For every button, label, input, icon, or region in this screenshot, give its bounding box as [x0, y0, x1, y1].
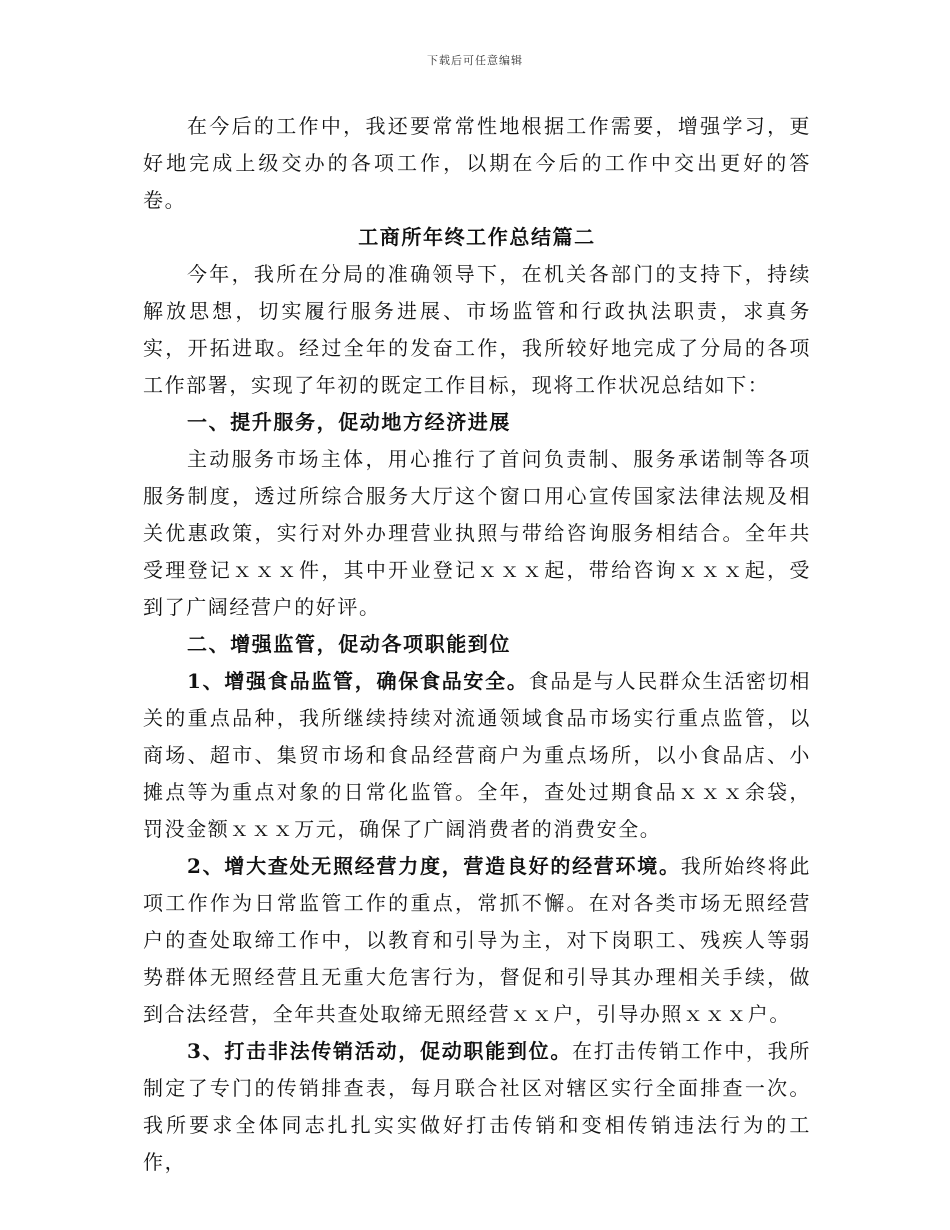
item-3-lead: 3、打击非法传销活动，促动职能到位。: [187, 1039, 573, 1063]
item-2-lead: 2、增大查处无照经营力度，营造良好的经营环境。: [187, 854, 681, 878]
section-2-heading: 二、增强监管，促动各项职能到位: [187, 632, 511, 656]
opening-paragraph: 今年，我所在分局的准确领导下，在机关各部门的支持下，持续解放思想，切实履行服务进展、市场监管和行政执法职责，求真务实，开拓进取。经过全年的发奋工作，我所较好地完成了分局的各项工作部署，实现了年初的既定工作目标，现将工作状况总结如下：: [143, 262, 811, 397]
document-body: [143, 108, 811, 1181]
section-2-item-2: [143, 848, 811, 1033]
page-header-note: 下载后可任意编辑: [427, 54, 523, 67]
section-2-item-1: [143, 663, 811, 848]
section-2-item-3: [143, 1033, 811, 1181]
item-1-body: 食品是与人民群众生活密切相关的重点品种，我所继续持续对流通领域食品市场实行重点监管，以商场、超市、集贸市场和食品经营商户为重点场所，以小食品店、小摊点等为重点对象的日常化监管。全年，查处过期食品ｘｘｘ余袋，罚没金额ｘｘｘ万元，确保了广阔消费者的消费安全。: [143, 669, 811, 841]
intro-paragraph: 在今后的工作中，我还要常常性地根据工作需要，增强学习，更好地完成上级交办的各项工作，以期在今后的工作中交出更好的答卷。: [143, 114, 811, 212]
section-1-heading: 一、提升服务，促动地方经济进展: [187, 410, 511, 434]
item-3-body: 在打击传销工作中，我所制定了专门的传销排查表，每月联合社区对辖区实行全面排查一次。我所要求全体同志扎扎实实做好打击传销和变相传销违法行为的工作，: [143, 1039, 811, 1174]
item-1-lead: 1、增强食品监管，确保食品安全。: [187, 669, 529, 693]
item-2-body: 我所始终将此项工作作为日常监管工作的重点，常抓不懈。在对各类市场无照经营户的查处取缔工作中，以教育和引导为主，对下岗职工、残疾人等弱势群体无照经营且无重大危害行为，督促和引导其办理相关手续，做到合法经营，全年共查处取缔无照经营ｘｘ户，引导办照ｘｘｘ户。: [143, 854, 811, 1026]
document-title: 工商所年终工作总结篇二: [358, 225, 596, 249]
section-1-body: 主动服务市场主体，用心推行了首问负责制、服务承诺制等各项服务制度，透过所综合服务大厅这个窗口用心宣传国家法律法规及相关优惠政策，实行对外办理营业执照与带给咨询服务相结合。全年共受理登记ｘｘｘ件，其中开业登记ｘｘｘ起，带给咨询ｘｘｘ起，受到了广阔经营户的好评。: [143, 447, 811, 619]
